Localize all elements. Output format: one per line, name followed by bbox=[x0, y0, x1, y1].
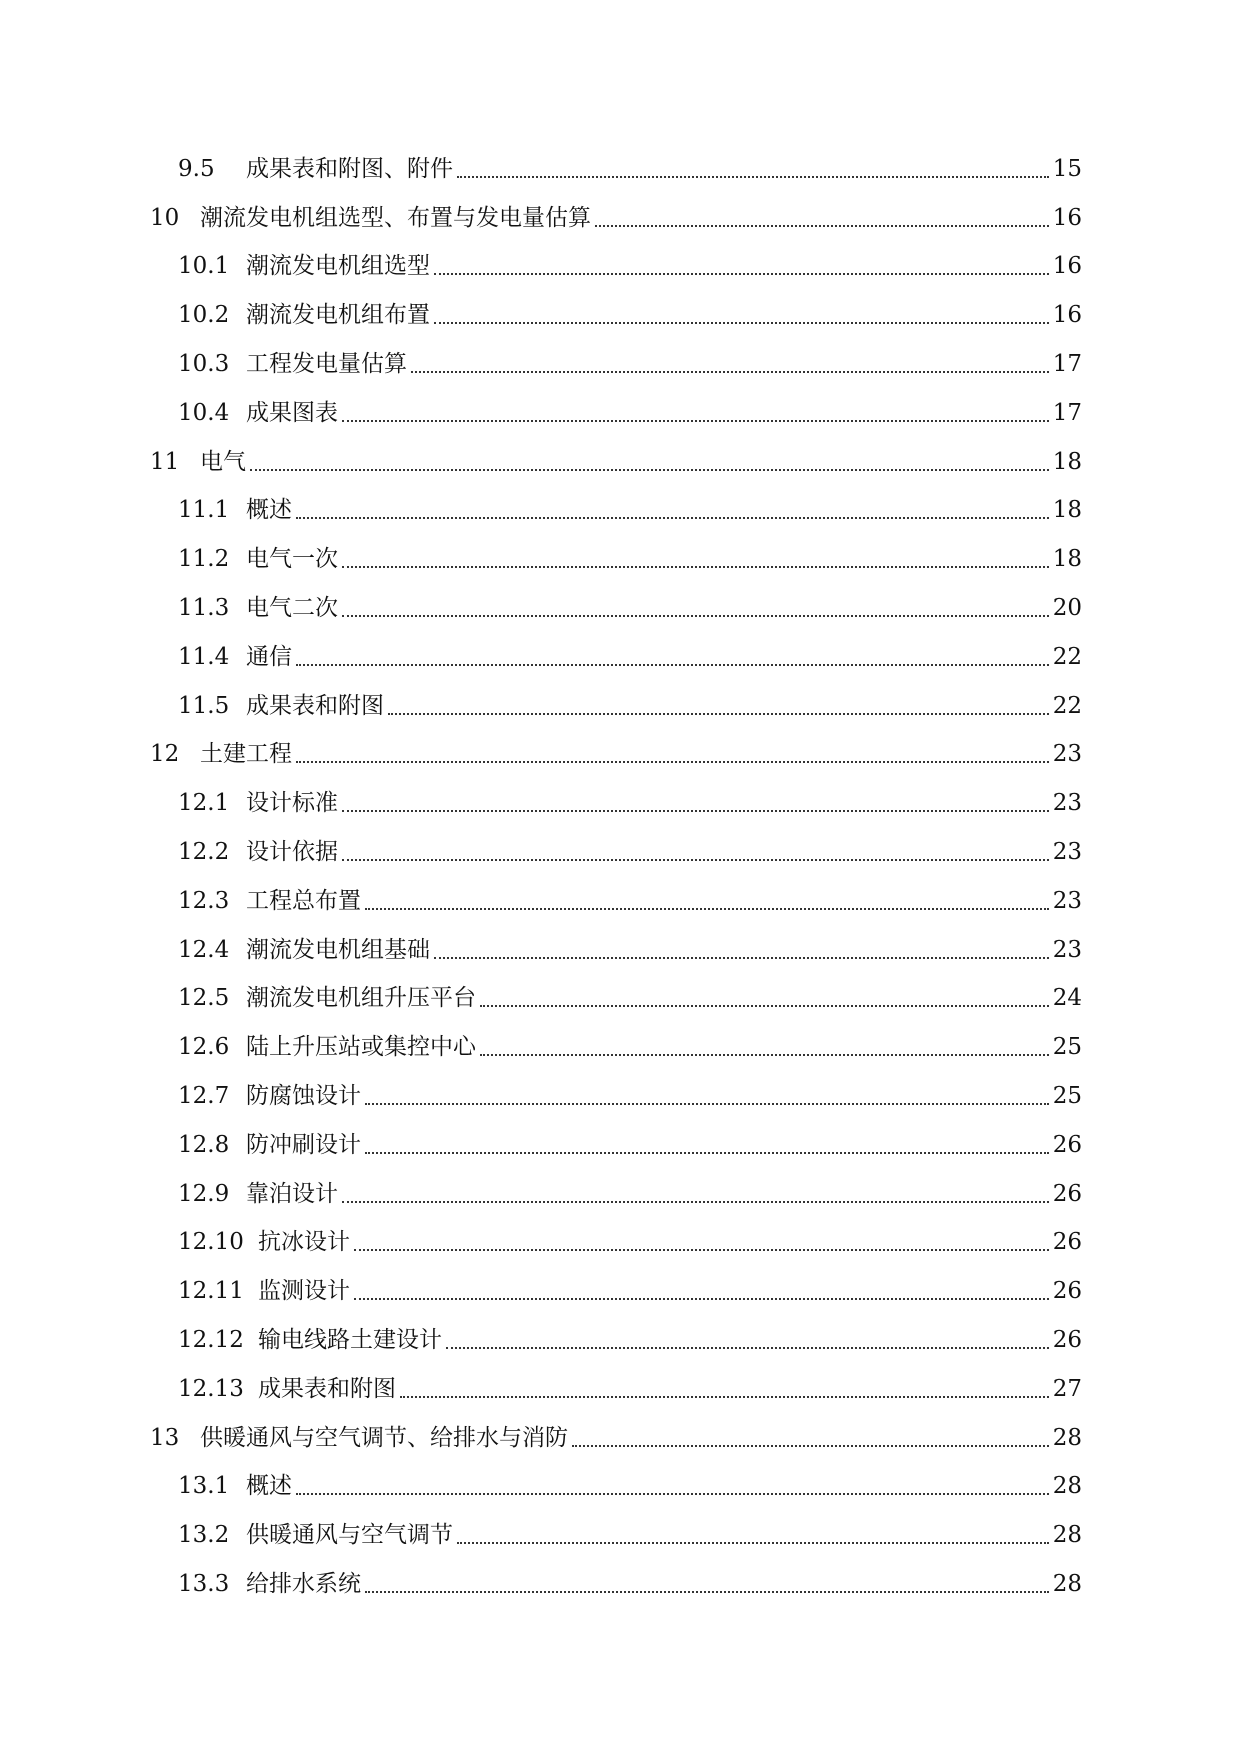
toc-entry[interactable] bbox=[150, 874, 1082, 923]
toc-entry[interactable] bbox=[150, 142, 1082, 191]
toc-entry-page-number: 26 bbox=[1052, 1180, 1082, 1207]
dot-leader bbox=[400, 1396, 1049, 1398]
toc-entry-page-number: 28 bbox=[1052, 1522, 1082, 1549]
dot-leader bbox=[446, 1347, 1049, 1349]
dot-leader bbox=[434, 322, 1049, 324]
toc-entry[interactable] bbox=[150, 630, 1082, 679]
dot-leader bbox=[388, 713, 1049, 715]
toc-entry-number: 12 bbox=[150, 741, 180, 768]
dot-leader bbox=[296, 517, 1049, 519]
toc-entry-title: 成果表和附图 bbox=[258, 1375, 396, 1402]
toc-entry[interactable] bbox=[150, 1460, 1082, 1509]
dot-leader bbox=[296, 664, 1049, 666]
toc-entry-page-number: 16 bbox=[1052, 302, 1082, 329]
toc-entry-number: 12.7 bbox=[178, 1082, 230, 1109]
toc-entry-number: 11.3 bbox=[178, 594, 230, 621]
toc-entry[interactable] bbox=[150, 240, 1082, 289]
toc-entry[interactable] bbox=[150, 679, 1082, 728]
toc-entry-title: 概述 bbox=[246, 1473, 292, 1500]
dot-leader bbox=[296, 761, 1049, 763]
toc-entry[interactable] bbox=[150, 1557, 1082, 1606]
toc-entry-page-number: 24 bbox=[1052, 985, 1082, 1012]
toc-entry-title: 输电线路土建设计 bbox=[258, 1326, 442, 1353]
toc-entry-page-number: 23 bbox=[1052, 741, 1082, 768]
toc-entry-number: 12.2 bbox=[178, 838, 230, 865]
toc-entry[interactable] bbox=[150, 1216, 1082, 1265]
toc-entry-number: 12.1 bbox=[178, 790, 230, 817]
toc-entry[interactable] bbox=[150, 1167, 1082, 1216]
toc-entry-page-number: 23 bbox=[1052, 790, 1082, 817]
toc-entry-title: 潮流发电机组布置 bbox=[246, 302, 430, 329]
toc-entry-page-number: 18 bbox=[1052, 497, 1082, 524]
toc-entry-title: 防腐蚀设计 bbox=[246, 1082, 361, 1109]
toc-entry-title: 监测设计 bbox=[258, 1278, 350, 1305]
toc-entry-page-number: 18 bbox=[1052, 546, 1082, 573]
toc-entry-title: 土建工程 bbox=[200, 741, 292, 768]
toc-entry-title: 通信 bbox=[246, 643, 292, 670]
toc-entry[interactable] bbox=[150, 581, 1082, 630]
toc-entry[interactable] bbox=[150, 1313, 1082, 1362]
toc-entry-page-number: 20 bbox=[1052, 594, 1082, 621]
toc-entry-number: 10.1 bbox=[178, 253, 230, 280]
toc-entry-number: 12.3 bbox=[178, 887, 230, 914]
dot-leader bbox=[342, 566, 1049, 568]
toc-entry-page-number: 17 bbox=[1052, 350, 1082, 377]
toc-entry-page-number: 26 bbox=[1052, 1278, 1082, 1305]
toc-entry-page-number: 28 bbox=[1052, 1570, 1082, 1597]
toc-entry-page-number: 25 bbox=[1052, 1034, 1082, 1061]
toc-entry-title: 陆上升压站或集控中心 bbox=[246, 1034, 476, 1061]
toc-entry-page-number: 23 bbox=[1052, 936, 1082, 963]
toc-entry-title: 电气一次 bbox=[246, 546, 338, 573]
toc-entry-title: 潮流发电机组升压平台 bbox=[246, 985, 476, 1012]
toc-entry[interactable] bbox=[150, 825, 1082, 874]
toc-entry-title: 工程总布置 bbox=[246, 887, 361, 914]
toc-entry-page-number: 27 bbox=[1052, 1375, 1082, 1402]
toc-entry-number: 12.6 bbox=[178, 1034, 230, 1061]
toc-entry-number: 13 bbox=[150, 1424, 180, 1451]
toc-entry-title: 潮流发电机组选型 bbox=[246, 253, 430, 280]
toc-entry-title: 成果表和附图 bbox=[246, 692, 384, 719]
toc-entry[interactable] bbox=[150, 1508, 1082, 1557]
toc-entry-title: 概述 bbox=[246, 497, 292, 524]
toc-entry-number: 10.4 bbox=[178, 399, 230, 426]
toc-entry-title: 潮流发电机组基础 bbox=[246, 936, 430, 963]
toc-entry[interactable] bbox=[150, 1362, 1082, 1411]
toc-entry-number: 12.11 bbox=[178, 1278, 244, 1305]
toc-entry-number: 13.3 bbox=[178, 1570, 230, 1597]
toc-entry-number: 11.2 bbox=[178, 546, 230, 573]
toc-entry[interactable] bbox=[150, 776, 1082, 825]
toc-entry-page-number: 26 bbox=[1052, 1326, 1082, 1353]
toc-entry-page-number: 22 bbox=[1052, 692, 1082, 719]
toc-entry-page-number: 28 bbox=[1052, 1473, 1082, 1500]
toc-entry[interactable] bbox=[150, 484, 1082, 533]
toc-entry-number: 11.4 bbox=[178, 643, 230, 670]
toc-entry-page-number: 22 bbox=[1052, 643, 1082, 670]
toc-entry-number: 11.1 bbox=[178, 497, 230, 524]
toc-entry-page-number: 26 bbox=[1052, 1131, 1082, 1158]
toc-entry-title: 防冲刷设计 bbox=[246, 1131, 361, 1158]
dot-leader bbox=[457, 1542, 1049, 1544]
dot-leader bbox=[434, 273, 1049, 275]
toc-entry[interactable] bbox=[150, 728, 1082, 777]
toc-entry-title: 设计依据 bbox=[246, 838, 338, 865]
toc-entry-title: 靠泊设计 bbox=[246, 1180, 338, 1207]
toc-entry-number: 13.2 bbox=[178, 1522, 230, 1549]
dot-leader bbox=[365, 1103, 1049, 1105]
toc-entry-page-number: 28 bbox=[1052, 1424, 1082, 1451]
table-of-contents bbox=[150, 142, 1082, 1606]
toc-entry-number: 12.8 bbox=[178, 1131, 230, 1158]
toc-entry-number: 10.3 bbox=[178, 350, 230, 377]
toc-entry-number: 11 bbox=[150, 448, 180, 475]
toc-entry[interactable] bbox=[150, 532, 1082, 581]
toc-entry-title: 设计标准 bbox=[246, 790, 338, 817]
dot-leader bbox=[342, 810, 1049, 812]
toc-entry[interactable] bbox=[150, 337, 1082, 386]
dot-leader bbox=[354, 1249, 1049, 1251]
toc-entry-number: 12.10 bbox=[178, 1229, 244, 1256]
dot-leader bbox=[480, 1054, 1049, 1056]
toc-entry-page-number: 26 bbox=[1052, 1229, 1082, 1256]
dot-leader bbox=[434, 957, 1049, 959]
toc-entry-number: 13.1 bbox=[178, 1473, 230, 1500]
dot-leader bbox=[296, 1493, 1049, 1495]
toc-entry-page-number: 15 bbox=[1052, 155, 1082, 182]
dot-leader bbox=[365, 1152, 1049, 1154]
toc-entry[interactable] bbox=[150, 923, 1082, 972]
toc-entry-title: 潮流发电机组选型、布置与发电量估算 bbox=[200, 204, 591, 231]
dot-leader bbox=[480, 1005, 1049, 1007]
toc-entry-title: 电气 bbox=[200, 448, 246, 475]
toc-entry-page-number: 16 bbox=[1052, 253, 1082, 280]
toc-entry-title: 工程发电量估算 bbox=[246, 350, 407, 377]
toc-entry-number: 12.12 bbox=[178, 1326, 244, 1353]
toc-entry-number: 11.5 bbox=[178, 692, 230, 719]
toc-entry-page-number: 23 bbox=[1052, 838, 1082, 865]
toc-entry-number: 10.2 bbox=[178, 302, 230, 329]
toc-entry-page-number: 17 bbox=[1052, 399, 1082, 426]
toc-entry-page-number: 23 bbox=[1052, 887, 1082, 914]
toc-entry[interactable] bbox=[150, 1020, 1082, 1069]
toc-entry[interactable] bbox=[150, 972, 1082, 1021]
toc-entry-title: 供暖通风与空气调节 bbox=[246, 1522, 453, 1549]
toc-entry-number: 9.5 bbox=[178, 155, 215, 182]
dot-leader bbox=[457, 176, 1049, 178]
toc-entry[interactable] bbox=[150, 1411, 1082, 1460]
dot-leader bbox=[342, 859, 1049, 861]
dot-leader bbox=[365, 1591, 1049, 1593]
toc-entry-number: 10 bbox=[150, 204, 180, 231]
toc-entry[interactable] bbox=[150, 435, 1082, 484]
toc-entry-page-number: 18 bbox=[1052, 448, 1082, 475]
toc-entry-number: 12.13 bbox=[178, 1375, 244, 1402]
toc-entry-title: 电气二次 bbox=[246, 594, 338, 621]
toc-entry[interactable] bbox=[150, 386, 1082, 435]
dot-leader bbox=[365, 908, 1049, 910]
dot-leader bbox=[342, 615, 1049, 617]
toc-entry-number: 12.9 bbox=[178, 1180, 230, 1207]
toc-entry-number: 12.4 bbox=[178, 936, 230, 963]
toc-entry-title: 供暖通风与空气调节、给排水与消防 bbox=[200, 1424, 568, 1451]
toc-entry-page-number: 25 bbox=[1052, 1082, 1082, 1109]
toc-entry-title: 成果表和附图、附件 bbox=[246, 155, 453, 182]
toc-entry[interactable] bbox=[150, 1118, 1082, 1167]
toc-entry[interactable] bbox=[150, 191, 1082, 240]
toc-entry-title: 给排水系统 bbox=[246, 1570, 361, 1597]
dot-leader bbox=[354, 1298, 1049, 1300]
dot-leader bbox=[595, 225, 1049, 227]
dot-leader bbox=[250, 469, 1049, 471]
toc-entry-page-number: 16 bbox=[1052, 204, 1082, 231]
dot-leader bbox=[342, 1201, 1049, 1203]
dot-leader bbox=[572, 1445, 1049, 1447]
toc-entry-number: 12.5 bbox=[178, 985, 230, 1012]
toc-entry[interactable] bbox=[150, 288, 1082, 337]
toc-entry[interactable] bbox=[150, 1069, 1082, 1118]
toc-entry-title: 抗冰设计 bbox=[258, 1229, 350, 1256]
dot-leader bbox=[411, 371, 1049, 373]
toc-entry[interactable] bbox=[150, 1264, 1082, 1313]
dot-leader bbox=[342, 420, 1049, 422]
toc-entry-title: 成果图表 bbox=[246, 399, 338, 426]
